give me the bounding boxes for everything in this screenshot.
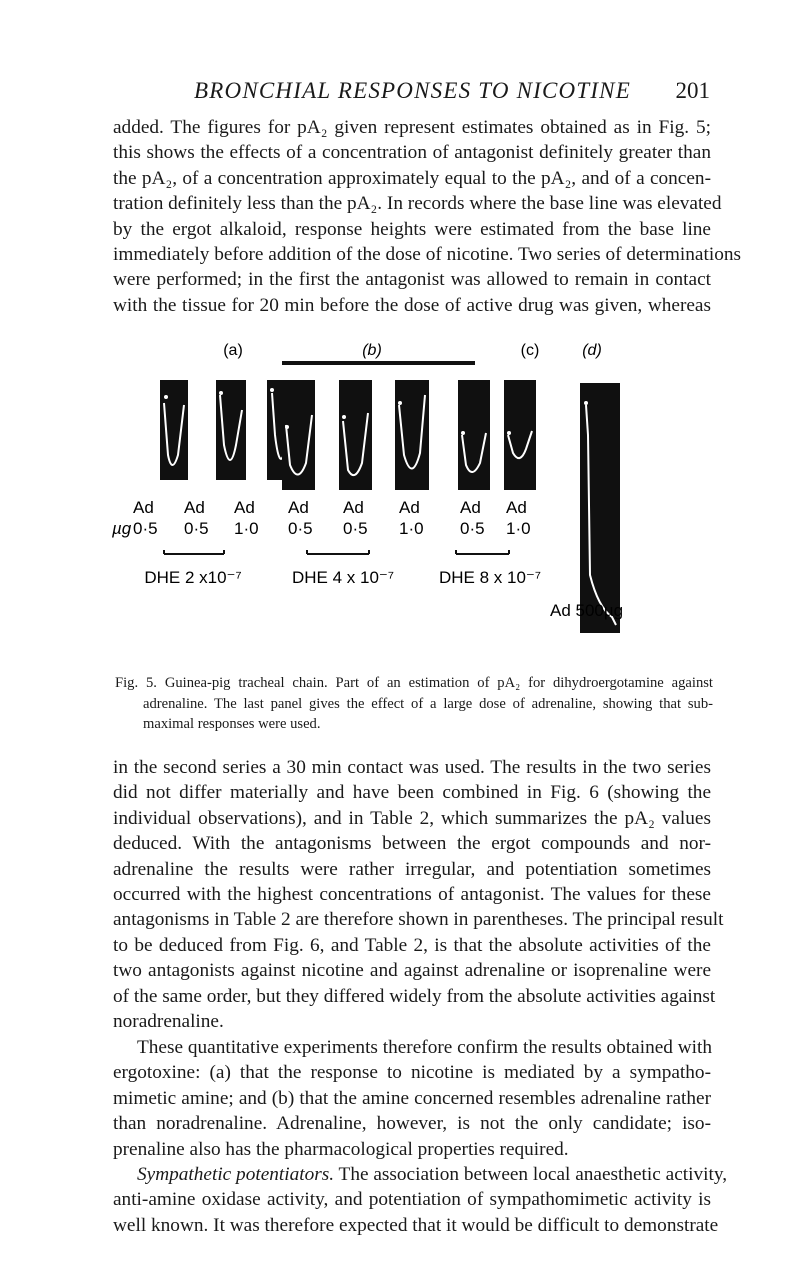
panel-label-a: (a) (223, 342, 243, 359)
dhe-label-c: DHE 8 x 10⁻⁷ (438, 568, 542, 587)
dose-value: 1·0 (399, 519, 424, 538)
dose-value: 0·5 (288, 519, 313, 538)
text-line: added. The figures for pA₂ given represent estimates obtained as in Fig. 5; (113, 117, 711, 138)
tracing-b2 (339, 380, 372, 490)
ad-label: Ad (184, 498, 205, 517)
text-line: antagonisms in Table 2 are therefore shown in parentheses. The principal result (113, 909, 724, 931)
text-line: two antagonists against nicotine and against adrenaline or isoprenaline were (113, 960, 711, 982)
page-header (115, 78, 710, 108)
text-line: occurred with the highest concentrations of antagonist. The values for these (113, 883, 711, 905)
text-line: These quantitative experiments therefore confirm the results obtained with (137, 1037, 713, 1058)
text-line: noradrenaline. (113, 1010, 224, 1032)
large-dose-label: Ad 500µg (550, 601, 624, 620)
text-line: in the second series a 30 min contact was used. The results in the two series (113, 757, 711, 778)
tracing-c2 (504, 380, 536, 490)
ad-label: Ad (288, 498, 309, 517)
tracing-b1 (282, 380, 315, 490)
ad-label: Ad (133, 498, 154, 517)
tracing-d (580, 383, 620, 633)
ad-label: Ad (506, 498, 527, 517)
text-line: did not differ materially and have been combined in Fig. 6 (showing the (113, 782, 711, 804)
ad-label: Ad (460, 498, 481, 517)
dose-value: 0·5 (460, 519, 485, 538)
text-line: with the tissue for 20 min before the dose of active drug was given, whereas (113, 294, 711, 316)
text-line: well known. It was therefore expected that it would be difficult to demonstrate (113, 1214, 719, 1236)
text-line: the pA₂, of a concentration approximately equal to the pA₂, and of a concen- (113, 167, 711, 189)
tracing-a1 (160, 380, 188, 480)
dhe-label-b: DHE 4 x 10⁻⁷ (291, 568, 395, 587)
heading-continuation: The association between local anaesthetic activity, (334, 1164, 728, 1185)
dose-value: 0·5 (184, 519, 209, 538)
dose-value: 1·0 (506, 519, 531, 538)
text-line: immediately before addition of the dose of nicotine. Two series of determinations (113, 243, 741, 265)
tracing-b3 (395, 380, 429, 490)
paragraph-results (113, 755, 724, 1034)
paragraph-potentiators (113, 1162, 728, 1238)
paragraph-intro (113, 115, 741, 318)
text-line: ergotoxine: (a) that the response to nicotine is mediated by a sympatho- (113, 1062, 711, 1084)
unit-label: µg (112, 519, 132, 538)
tracing-c1 (458, 380, 490, 490)
dhe-label-a: DHE 2 x10⁻⁷ (144, 568, 242, 587)
text-line: this shows the effects of a concentration of antagonist definitely greater than (113, 142, 711, 164)
time-bars (164, 550, 509, 554)
caption-line: maximal responses were used. (143, 716, 321, 732)
text-line: deduced. With the antagonisms between the ergot compounds and nor- (113, 833, 711, 855)
ad-label: Ad (399, 498, 420, 517)
text-line: individual observations), and in Table 2, which summarizes the pA₂ values (113, 807, 711, 829)
text-line (113, 1162, 728, 1187)
text-line: anti-amine oxidase activity, and potentiation of sympathomimetic activity is (113, 1189, 711, 1211)
text-line: of the same order, but they differed widely from the absolute activities against (113, 985, 716, 1007)
caption-line: Fig. 5. Guinea-pig tracheal chain. Part of an estimation of pA₂ for dihydroergotamine against (115, 675, 713, 691)
section-heading: Sympathetic potentiators. (137, 1164, 335, 1185)
figure-caption (115, 673, 713, 735)
caption-line: adrenaline. The last panel gives the effect of a large dose of adrenaline, showing that sub- (143, 695, 713, 712)
ad-label: Ad (234, 498, 255, 517)
text-line: were performed; in the first the antagonist was allowed to remain in contact (113, 269, 711, 291)
text-line: tration definitely less than the pA₂. In records where the base line was elevated (113, 193, 722, 215)
figure-5 (112, 335, 720, 670)
text-line: than noradrenaline. Adrenaline, however, is not the only candidate; iso- (113, 1113, 711, 1135)
page-number: 201 (675, 78, 710, 103)
panel-label-d: (d) (582, 342, 602, 359)
tracing-a2 (216, 380, 246, 480)
panel-label-c: (c) (520, 342, 540, 359)
text-line: to be deduced from Fig. 6, and Table 2, is that the absolute activities of the (113, 934, 711, 956)
tracing-figure (112, 335, 720, 670)
dhe-labels (144, 568, 623, 620)
paragraph-conclusions (113, 1035, 711, 1162)
text-line: prenaline also has the pharmacological properties required. (113, 1138, 569, 1160)
ad-label: Ad (343, 498, 364, 517)
dose-value: 0·5 (133, 519, 158, 538)
dose-value: 0·5 (343, 519, 368, 538)
dose-value: 1·0 (234, 519, 259, 538)
text-line: adrenaline the results were rather irregular, and potentiation sometimes (113, 858, 711, 880)
running-title: BRONCHIAL RESPONSES TO NICOTINE (194, 78, 631, 103)
dose-labels (111, 498, 531, 538)
panel-label-b: (b) (362, 342, 382, 359)
text-line: mimetic amine; and (b) that the amine concerned resembles adrenaline rather (113, 1087, 711, 1109)
text-line: by the ergot alkaloid, response heights were estimated from the base line (113, 218, 711, 240)
